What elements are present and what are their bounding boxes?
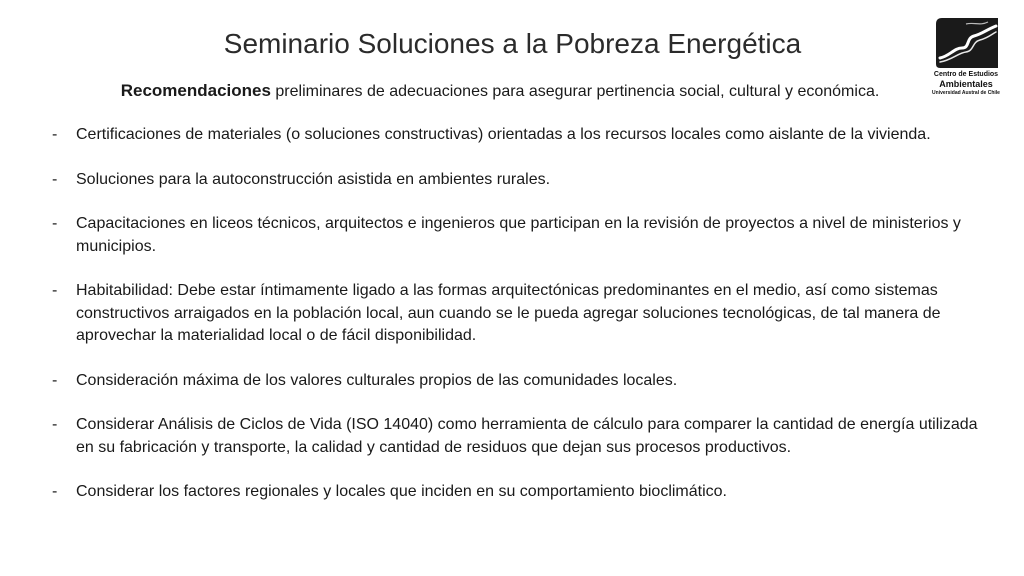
bullet-marker: - <box>52 282 58 299</box>
bullet-marker: - <box>52 483 58 500</box>
list-item-text: Soluciones para la autoconstrucción asistida en ambientes rurales. <box>76 170 551 188</box>
centro-estudios-ambientales-logo <box>930 18 1000 100</box>
list-item <box>52 414 992 459</box>
list-item-text: Certificaciones de materiales (o soluciones constructivas) orientadas a los recursos locales como aislante de la vivienda. <box>76 126 931 143</box>
bullet-marker: - <box>52 170 58 188</box>
subtitle-rest: preliminares de adecuaciones para asegurar pertinencia social, cultural y económica. <box>270 83 880 100</box>
logo-line-3: Universidad Austral de Chile <box>932 90 1000 96</box>
recommendations-list <box>52 124 992 526</box>
bullet-marker: - <box>52 371 58 389</box>
list-item-text: Considerar los factores regionales y locales que inciden en su comportamiento bioclimático. <box>76 483 727 500</box>
logo-line-1: Centro de Estudios <box>933 71 999 78</box>
list-item <box>52 280 992 348</box>
list-item <box>52 169 992 192</box>
subtitle-lead: Recomendaciones <box>120 81 271 100</box>
list-item <box>52 124 992 147</box>
list-item <box>52 213 992 258</box>
bullet-marker: - <box>52 416 58 433</box>
list-item-text: Consideración máxima de los valores culturales propios de las comunidades locales. <box>76 371 678 389</box>
list-item <box>52 370 992 393</box>
river-emblem-icon <box>936 18 998 68</box>
slide-subtitle <box>60 80 940 103</box>
bullet-marker: - <box>52 126 58 143</box>
list-item <box>52 481 992 504</box>
list-item-text: Capacitaciones en liceos técnicos, arquitectos e ingenieros que participan en la revisión de proyectos a nivel de ministerios y municipios. <box>76 215 961 255</box>
list-item-text: Considerar Análisis de Ciclos de Vida (ISO 14040) como herramienta de cálculo para comparer la cantidad de energía utilizada en su fabricación y transporte, la calidad y cantidad de residuos que dejan sus procesos productivos. <box>76 416 978 456</box>
slide-title: Seminario Soluciones a la Pobreza Energética <box>223 28 802 59</box>
bullet-marker: - <box>52 215 58 232</box>
list-item-text: Habitabilidad: Debe estar íntimamente ligado a las formas arquitectónicas predominantes en el medio, así como sistemas constructivos arraigados en la población local, aun cuando se le pueda agregar soluciones tecnológicas, de tal manera de aprovechar la materialidad local o de fácil disponibilidad. <box>76 282 941 344</box>
logo-line-2: Ambientales <box>939 79 993 89</box>
